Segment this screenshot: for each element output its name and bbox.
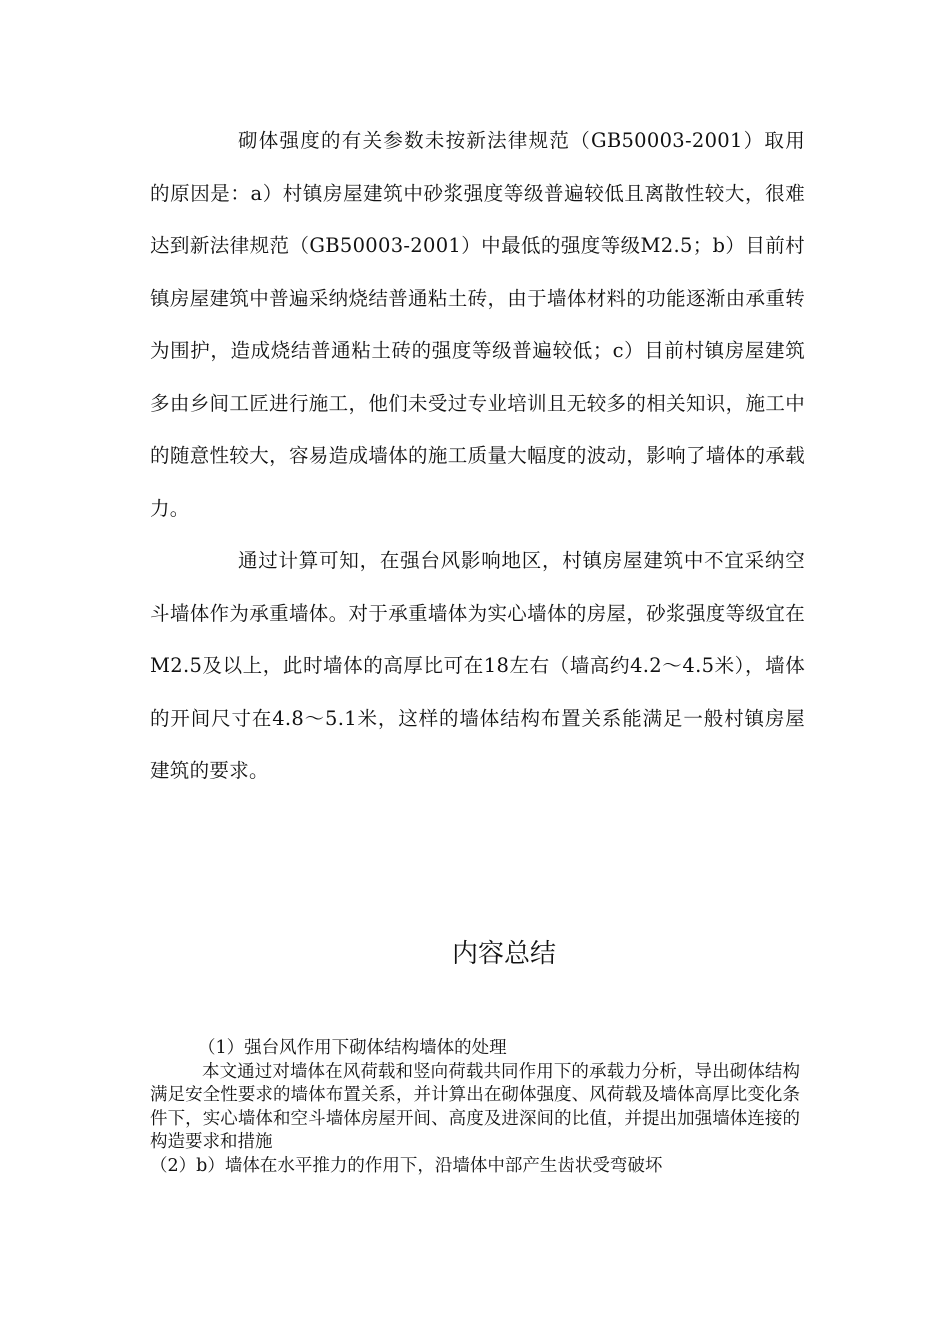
summary-item-2: （2）b）墙体在水平推力的作用下，沿墙体中部产生齿状受弯破坏	[150, 1155, 663, 1176]
paragraph-masonry-strength: 砌体强度的有关参数未按新法律规范（GB50003-2001）取用的原因是：a）村镇房屋建筑中砂浆强度等级普遍较低且离散性较大，很难达到新法律规范（GB50003-2001）中最低的强度等级M2.5；b）目前村镇房屋建筑中普遍采纳烧结普通粘土砖，由于墙体材料的功能逐渐由承重转为围护，造成烧结普通粘土砖的强度等级普遍较低；c）目前村镇房屋建筑多由乡间工匠进行施工，他们未受过专业培训且无较多的相关知识，施工中的随意性较大，容易造成墙体的施工质量大幅度的波动，影响了墙体的承载力。	[150, 129, 805, 520]
summary-title: 内容总结	[451, 939, 556, 969]
paragraph-calculation-result: 通过计算可知，在强台风影响地区，村镇房屋建筑中不宜采纳空斗墙体作为承重墙体。对于承重墙体为实心墙体的房屋，砂浆强度等级宜在M2.5及以上，此时墙体的高厚比可在18左右（墙高约4.2～4.5米），墙体的开间尺寸在4.8～5.1米，这样的墙体结构布置关系能满足一般村镇房屋建筑的要求。	[150, 549, 805, 782]
summary-text: 本文通过对墙体在风荷载和竖向荷载共同作用下的承载力分析，导出砌体结构满足安全性要求的墙体布置关系，并计算出在砌体强度、风荷载及墙体高厚比变化条件下，实心墙体和空斗墙体房屋开间、高度及进深间的比值，并提出加强墙体连接的构造要求和措施	[150, 1061, 800, 1152]
body-text	[150, 115, 805, 798]
summary-section	[150, 1037, 800, 1178]
summary-heading: （1）强台风作用下砌体结构墙体的处理	[198, 1038, 507, 1058]
